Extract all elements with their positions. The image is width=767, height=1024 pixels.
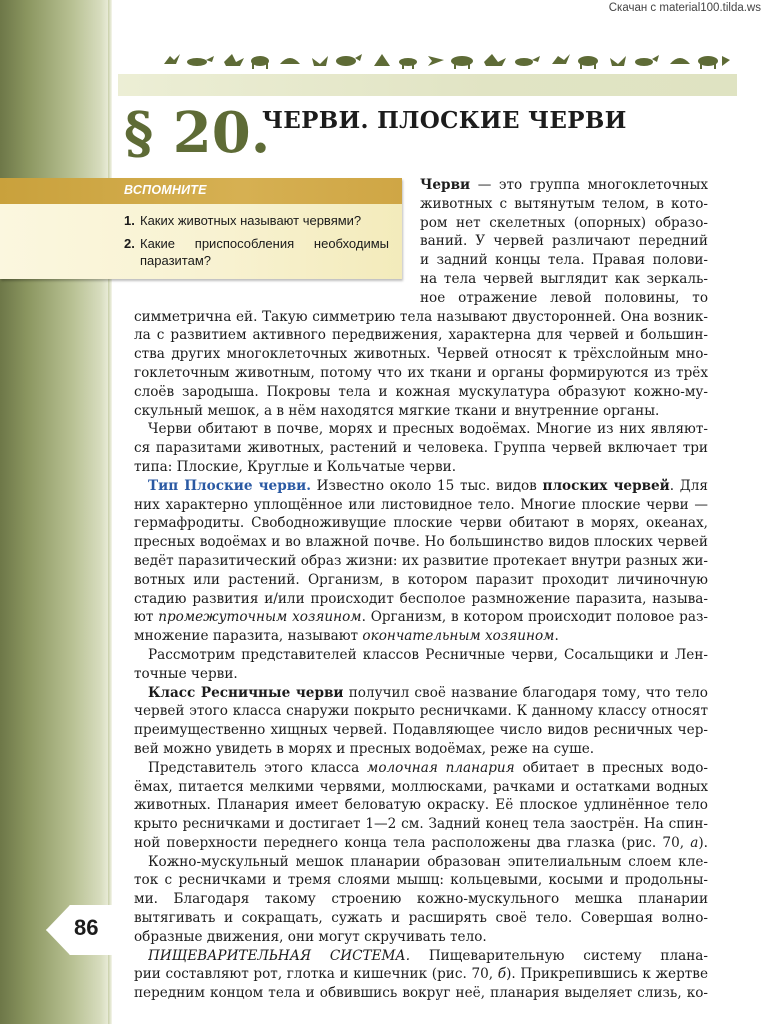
page-title: ЧЕРВИ. ПЛОСКИЕ ЧЕРВИ (262, 107, 627, 134)
text-line: ное отражение левой половины, то (420, 289, 708, 306)
text-line: на тела червей выглядит как зеркаль- (420, 270, 708, 287)
text-line: животных. Планария имеет беловатую окраску. Её плоское удлинённое тело (134, 797, 708, 814)
text-line: ПИЩЕВАРИТЕЛЬНАЯ СИСТЕМА. Пищеварительную систему плана- (148, 947, 708, 964)
text-line: ми. Благодаря такому строению кожно-мускульного мешка планарии (134, 891, 708, 908)
text-line: передним концом тела и обвившись вокруг неё, планария выделяет слизь, ко- (134, 985, 708, 1002)
text-line: Черви — это группа многоклеточных (420, 177, 708, 193)
text-line: типа: Плоские, Круглые и Кольчатые черви. (134, 458, 457, 475)
text-line: симметрична ей. Такую симметрию тела называют двусторонней. Она возник- (134, 308, 708, 325)
text-line: ёмах, питается мелкими червями, моллюсками, рачками и остатками водных (134, 778, 708, 795)
text-line: ства других многоклеточных животных. Червей относят к трёхслойным мно- (134, 346, 708, 363)
page-spine-band (0, 0, 110, 1024)
text-line: Представитель этого класса молочная планария обитает в пресных водо- (148, 759, 708, 776)
text-line: вотных или растений. Организм, в котором паразит проходит личиночную (134, 571, 708, 588)
watermark: Скачан с material100.tilda.ws (608, 2, 761, 14)
text-line: ток с ресничками и тремя слоями мышц: кольцевыми, косыми и продольны- (134, 872, 708, 889)
text-line: слоёв зародыша. Покровы тела и кожная мускулатура образуют кожно-му- (134, 383, 708, 400)
text-line: крыто ресничками и достигает 1—2 см. Задний конец тела заострён. На спин- (134, 816, 708, 833)
text-line: гоклеточным животным, потому что их ткани и органы формируются из трёх (134, 364, 708, 381)
animal-silhouettes-strip (162, 50, 732, 70)
text-line: образные движения, они могут скручивать тело. (134, 928, 487, 945)
text-line: вытягивать и сокращать, сужать и расширять своё тело. Совершая волно- (134, 910, 708, 927)
spine-edge (108, 0, 112, 1024)
text-line: животных с вытянутым телом, в кото- (420, 195, 708, 212)
text-line: рии составляют рот, глотка и кишечник (рис. 70, б). Прикрепившись к жертве (134, 966, 708, 983)
text-line: ром нет скелетных (опорных) образо- (420, 214, 708, 231)
body-text (134, 176, 708, 1003)
header-band (118, 74, 737, 96)
recall-title: ВСПОМНИТЕ (124, 183, 207, 197)
text-line: стадию развития и/или происходит бесполое размножение паразита, называ- (134, 590, 708, 607)
text-line: скульный мешок, а в нём находятся мягкие ткани и внутренние органы. (134, 402, 660, 419)
text-line: них характерно уплощённое или листовидное тело. Многие плоские черви — (134, 496, 708, 513)
text-line: Рассмотрим представителей классов Ресничные черви, Сосальщики и Лен- (148, 646, 708, 663)
recall-question: 2. Какие приспособления необходимы паразитам? (124, 236, 389, 268)
text-line: ся паразитами животных, растений и человека. Группа червей включает три (134, 440, 708, 457)
text-line: ной поверхности переднего конца тела расположены два глазка (рис. 70, а). (134, 834, 708, 851)
text-line: Класс Ресничные черви получил своё название благодаря тому, что тело (148, 684, 708, 701)
text-line: ют промежуточным хозяином. Организм, в котором происходит половое раз- (134, 609, 708, 626)
text-line: ваний. У червей различают передний (420, 233, 708, 250)
page-number: 86 (74, 915, 99, 940)
text-line: и задний концы тела. Правая полови- (420, 252, 708, 269)
text-line: гермафродиты. Свободноживущие плоские черви обитают в морях, океанах, (134, 515, 708, 532)
paragraph-number: § 20. (124, 100, 271, 166)
text-line: преимущественно хищных червей. Подавляющее число видов ресничных чер- (134, 722, 708, 739)
text-line: ведёт паразитический образ жизни: их развитие протекает внутри разных жи- (134, 552, 708, 569)
text-line: точные черви. (134, 665, 238, 682)
text-line: Черви обитают в почве, морях и пресных водоёмах. Многие из них являют- (148, 421, 708, 438)
text-line: Кожно-мускульный мешок планарии образован эпителиальным слоем кле- (148, 853, 708, 870)
text-line: червей этого класса снаружи покрыто ресничками. К данному классу относят (134, 703, 708, 720)
text-line: вей можно увидеть в морях и пресных водоёмах, реже на суше. (134, 740, 595, 757)
text-line: пресных водоёмах и во влажной почве. Но большинство видов плоских червей (134, 534, 708, 551)
recall-question: 1. Каких животных называют червями? (124, 213, 362, 228)
text-line: Тип Плоские черви. Известно около 15 тыс. видов плоских червей. Для (148, 477, 708, 494)
text-line: множение паразита, называют окончательным хозяином. (134, 628, 559, 645)
text-line: ла с развитием активного передвижения, характерна для червей и большин- (134, 327, 708, 344)
